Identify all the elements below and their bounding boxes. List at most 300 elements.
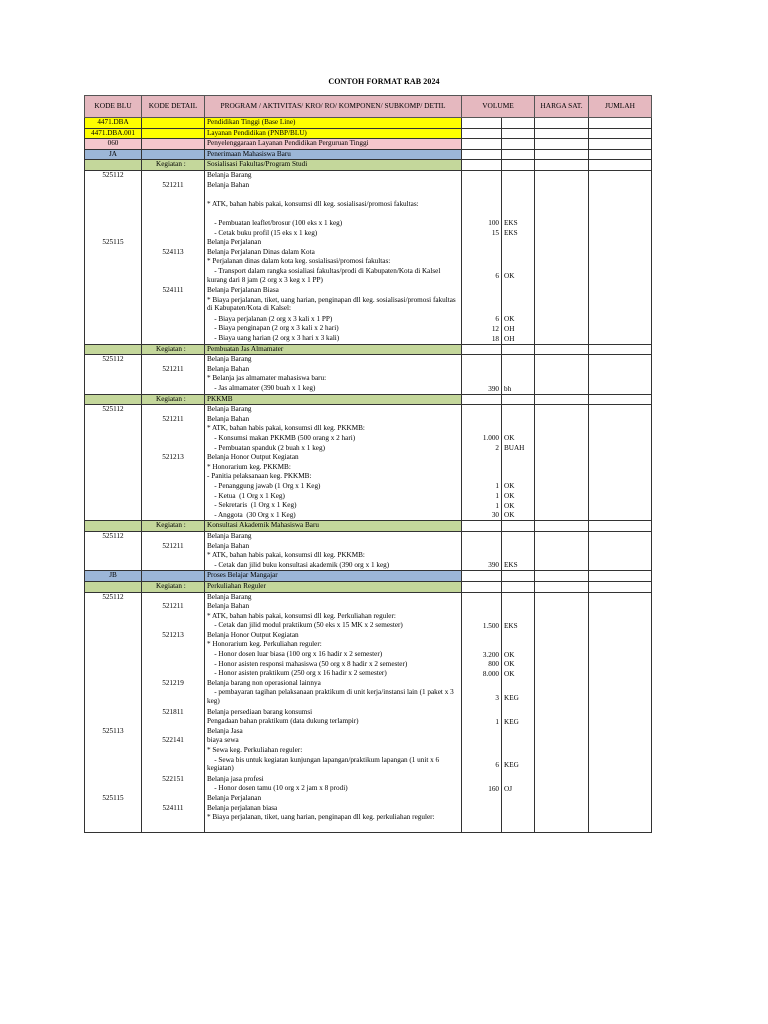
kode-blu-cell	[85, 621, 142, 631]
kode-blu-cell: 525112	[85, 592, 142, 602]
kode-blu-cell	[85, 434, 142, 444]
volume-value-cell: 6	[462, 315, 502, 325]
table-row	[85, 267, 652, 286]
kode-detail-cell	[142, 238, 205, 248]
volume-unit-cell	[502, 631, 535, 641]
kode-blu-cell	[85, 267, 142, 286]
table-row	[85, 296, 652, 315]
harga-sat-cell	[535, 139, 589, 150]
kode-blu-cell	[85, 315, 142, 325]
volume-value-cell: 8.000	[462, 669, 502, 679]
table-row	[85, 374, 652, 384]
volume-unit-cell	[502, 128, 535, 139]
volume-unit-cell: OK	[502, 660, 535, 670]
harga-sat-cell	[535, 128, 589, 139]
kode-detail-cell	[142, 511, 205, 521]
program-cell: Belanja persediaan barang konsumsi	[205, 708, 462, 718]
kode-detail-cell	[142, 561, 205, 571]
table-row	[85, 394, 652, 405]
table-row	[85, 257, 652, 267]
volume-unit-cell	[502, 640, 535, 650]
table-row	[85, 688, 652, 707]
volume-unit-cell: OK	[502, 482, 535, 492]
program-cell: Belanja Barang	[205, 592, 462, 602]
harga-sat-cell	[535, 511, 589, 521]
volume-value-cell: 1	[462, 482, 502, 492]
jumlah-cell	[589, 640, 652, 650]
kode-detail-cell	[142, 794, 205, 804]
program-cell: Konsultasi Akademik Mahasiswa Baru	[205, 521, 462, 532]
harga-sat-cell	[535, 170, 589, 180]
harga-sat-cell	[535, 444, 589, 454]
kode-blu-cell	[85, 209, 142, 219]
kode-blu-cell	[85, 200, 142, 210]
volume-value-cell	[462, 551, 502, 561]
jumlah-cell	[589, 612, 652, 622]
table-row	[85, 365, 652, 375]
kode-detail-cell	[142, 669, 205, 679]
table-row	[85, 708, 652, 718]
kode-blu-cell	[85, 756, 142, 775]
volume-unit-cell	[502, 424, 535, 434]
jumlah-cell	[589, 511, 652, 521]
table-row	[85, 581, 652, 592]
program-cell: Belanja Perjalanan	[205, 794, 462, 804]
col-header-volume: VOLUME	[462, 96, 535, 118]
jumlah-cell	[589, 229, 652, 239]
kode-detail-cell	[142, 384, 205, 394]
volume-unit-cell	[502, 170, 535, 180]
jumlah-cell	[589, 592, 652, 602]
col-header-harga-sat: HARGA SAT.	[535, 96, 589, 118]
volume-unit-cell: BUAH	[502, 444, 535, 454]
kode-detail-cell	[142, 229, 205, 239]
jumlah-cell	[589, 315, 652, 325]
jumlah-cell	[589, 200, 652, 210]
volume-unit-cell	[502, 248, 535, 258]
jumlah-cell	[589, 334, 652, 344]
kode-detail-cell	[142, 571, 205, 582]
volume-value-cell: 1	[462, 717, 502, 727]
harga-sat-cell	[535, 324, 589, 334]
jumlah-cell	[589, 804, 652, 814]
volume-value-cell	[462, 160, 502, 171]
volume-value-cell: 390	[462, 561, 502, 571]
kode-blu-cell	[85, 160, 142, 171]
volume-unit-cell	[502, 238, 535, 248]
kode-detail-cell	[142, 219, 205, 229]
jumlah-cell	[589, 660, 652, 670]
kode-blu-cell	[85, 344, 142, 355]
volume-value-cell	[462, 296, 502, 315]
jumlah-cell	[589, 688, 652, 707]
volume-value-cell	[462, 813, 502, 833]
jumlah-cell	[589, 219, 652, 229]
kode-blu-cell	[85, 542, 142, 552]
volume-value-cell: 6	[462, 267, 502, 286]
rab-table	[84, 95, 652, 833]
kode-blu-cell: 525112	[85, 405, 142, 415]
harga-sat-cell	[535, 708, 589, 718]
program-cell: Belanja Perjalanan	[205, 238, 462, 248]
harga-sat-cell	[535, 492, 589, 502]
table-row	[85, 727, 652, 737]
kode-detail-cell	[142, 501, 205, 511]
volume-unit-cell	[502, 405, 535, 415]
jumlah-cell	[589, 650, 652, 660]
volume-value-cell: 100	[462, 219, 502, 229]
table-body	[85, 118, 652, 833]
volume-unit-cell: OK	[502, 492, 535, 502]
kode-detail-cell	[142, 688, 205, 707]
kode-detail-cell	[142, 324, 205, 334]
program-cell: Belanja Perjalanan Dinas dalam Kota	[205, 248, 462, 258]
harga-sat-cell	[535, 775, 589, 785]
kode-detail-cell	[142, 444, 205, 454]
harga-sat-cell	[535, 727, 589, 737]
kode-detail-cell	[142, 267, 205, 286]
kode-detail-cell	[142, 612, 205, 622]
kode-blu-cell	[85, 472, 142, 482]
jumlah-cell	[589, 531, 652, 541]
volume-value-cell	[462, 592, 502, 602]
kode-blu-cell	[85, 444, 142, 454]
kode-blu-cell: 525115	[85, 238, 142, 248]
program-cell: Belanja Jasa	[205, 727, 462, 737]
kode-blu-cell	[85, 511, 142, 521]
program-cell	[205, 190, 462, 200]
program-cell: Belanja jasa profesi	[205, 775, 462, 785]
jumlah-cell	[589, 794, 652, 804]
volume-unit-cell	[502, 286, 535, 296]
kode-detail-cell	[142, 139, 205, 150]
kode-detail-cell	[142, 424, 205, 434]
kode-detail-cell	[142, 374, 205, 384]
jumlah-cell	[589, 551, 652, 561]
program-cell: Perkuliahan Reguler	[205, 581, 462, 592]
program-cell: Belanja Bahan	[205, 181, 462, 191]
harga-sat-cell	[535, 248, 589, 258]
kode-detail-cell: 522141	[142, 736, 205, 746]
table-row	[85, 551, 652, 561]
program-cell: - Konsumsi makan PKKMB (500 orang x 2 hari)	[205, 434, 462, 444]
volume-value-cell	[462, 424, 502, 434]
program-cell: * Belanja jas almamater mahasiswa baru:	[205, 374, 462, 384]
harga-sat-cell	[535, 631, 589, 641]
table-header-row	[85, 96, 652, 118]
harga-sat-cell	[535, 394, 589, 405]
volume-value-cell	[462, 365, 502, 375]
table-row	[85, 521, 652, 532]
kode-blu-cell	[85, 324, 142, 334]
table-row	[85, 118, 652, 129]
jumlah-cell	[589, 708, 652, 718]
volume-value-cell	[462, 736, 502, 746]
kode-blu-cell: JB	[85, 571, 142, 582]
kode-detail-cell	[142, 813, 205, 833]
harga-sat-cell	[535, 746, 589, 756]
kode-blu-cell: 060	[85, 139, 142, 150]
volume-value-cell	[462, 344, 502, 355]
kode-blu-cell: 525115	[85, 794, 142, 804]
col-header-kode-detail: KODE DETAIL	[142, 96, 205, 118]
table-row	[85, 746, 652, 756]
harga-sat-cell	[535, 602, 589, 612]
jumlah-cell	[589, 344, 652, 355]
harga-sat-cell	[535, 669, 589, 679]
kode-detail-cell: 521211	[142, 602, 205, 612]
kode-blu-cell	[85, 679, 142, 689]
harga-sat-cell	[535, 160, 589, 171]
volume-unit-cell	[502, 531, 535, 541]
kode-detail-cell: 521211	[142, 415, 205, 425]
kode-detail-cell	[142, 660, 205, 670]
volume-unit-cell	[502, 463, 535, 473]
kode-detail-cell	[142, 149, 205, 160]
table-row	[85, 324, 652, 334]
volume-unit-cell	[502, 542, 535, 552]
harga-sat-cell	[535, 434, 589, 444]
table-row	[85, 804, 652, 814]
volume-value-cell: 1	[462, 492, 502, 502]
volume-value-cell: 3.200	[462, 650, 502, 660]
table-row	[85, 679, 652, 689]
harga-sat-cell	[535, 424, 589, 434]
harga-sat-cell	[535, 804, 589, 814]
volume-unit-cell: KEG	[502, 688, 535, 707]
volume-unit-cell: OK	[502, 501, 535, 511]
jumlah-cell	[589, 139, 652, 150]
kode-detail-cell	[142, 257, 205, 267]
harga-sat-cell	[535, 621, 589, 631]
program-cell: - Panitia pelaksanaan keg. PKKMB:	[205, 472, 462, 482]
kode-detail-cell	[142, 190, 205, 200]
program-cell: Belanja Honor Output Kegiatan	[205, 453, 462, 463]
kode-detail-cell: 522151	[142, 775, 205, 785]
volume-value-cell	[462, 746, 502, 756]
volume-value-cell	[462, 248, 502, 258]
table-row	[85, 434, 652, 444]
table-row	[85, 384, 652, 394]
jumlah-cell	[589, 453, 652, 463]
volume-unit-cell: OJ	[502, 784, 535, 794]
harga-sat-cell	[535, 542, 589, 552]
harga-sat-cell	[535, 571, 589, 582]
table-row	[85, 561, 652, 571]
volume-value-cell	[462, 209, 502, 219]
kode-blu-cell: 525112	[85, 355, 142, 365]
kode-blu-cell	[85, 229, 142, 239]
jumlah-cell	[589, 118, 652, 129]
kode-blu-cell	[85, 453, 142, 463]
harga-sat-cell	[535, 521, 589, 532]
jumlah-cell	[589, 181, 652, 191]
jumlah-cell	[589, 267, 652, 286]
table-row	[85, 355, 652, 365]
table-row	[85, 181, 652, 191]
kode-blu-cell	[85, 286, 142, 296]
jumlah-cell	[589, 324, 652, 334]
volume-unit-cell	[502, 200, 535, 210]
kode-blu-cell	[85, 708, 142, 718]
jumlah-cell	[589, 170, 652, 180]
volume-value-cell	[462, 531, 502, 541]
volume-unit-cell	[502, 344, 535, 355]
volume-unit-cell	[502, 521, 535, 532]
volume-value-cell	[462, 708, 502, 718]
program-cell: * Biaya perjalanan, tiket, uang harian, penginapan dll keg. sosialisasi/promosi fakultas di Kabupaten/Kota di Kalsel:	[205, 296, 462, 315]
table-row	[85, 334, 652, 344]
jumlah-cell	[589, 492, 652, 502]
volume-value-cell: 1.000	[462, 434, 502, 444]
volume-unit-cell: EKS	[502, 561, 535, 571]
volume-unit-cell	[502, 296, 535, 315]
program-cell: Pembuatan Jas Almamater	[205, 344, 462, 355]
kode-blu-cell: 4471.DBA.001	[85, 128, 142, 139]
kode-blu-cell	[85, 181, 142, 191]
program-cell: - pembayaran tagihan pelaksanaan praktikum di unit kerja/instansi lain (1 paket x 3 keg)	[205, 688, 462, 707]
volume-value-cell	[462, 463, 502, 473]
harga-sat-cell	[535, 200, 589, 210]
table-row	[85, 344, 652, 355]
kode-detail-cell	[142, 434, 205, 444]
volume-unit-cell	[502, 394, 535, 405]
harga-sat-cell	[535, 315, 589, 325]
volume-value-cell	[462, 118, 502, 129]
kode-blu-cell	[85, 424, 142, 434]
jumlah-cell	[589, 602, 652, 612]
table-row	[85, 405, 652, 415]
kode-detail-cell	[142, 727, 205, 737]
jumlah-cell	[589, 463, 652, 473]
kode-detail-cell	[142, 592, 205, 602]
kode-detail-cell	[142, 463, 205, 473]
program-cell: * ATK, bahan habis pakai, konsumsi dll keg. PKKMB:	[205, 424, 462, 434]
table-row	[85, 128, 652, 139]
program-cell: - Jas almamater (390 buah x 1 keg)	[205, 384, 462, 394]
program-cell: - Cetak buku profil (15 eks x 1 keg)	[205, 229, 462, 239]
program-cell: * Honorarium keg. PKKMB:	[205, 463, 462, 473]
volume-value-cell: 160	[462, 784, 502, 794]
table-row	[85, 170, 652, 180]
volume-unit-cell: bh	[502, 384, 535, 394]
table-row	[85, 650, 652, 660]
jumlah-cell	[589, 756, 652, 775]
kode-detail-cell	[142, 334, 205, 344]
volume-unit-cell	[502, 804, 535, 814]
table-row	[85, 219, 652, 229]
kode-blu-cell: JA	[85, 149, 142, 160]
volume-unit-cell	[502, 453, 535, 463]
program-cell: * Honorarium keg. Perkuliahan reguler:	[205, 640, 462, 650]
table-row	[85, 794, 652, 804]
kode-detail-cell	[142, 355, 205, 365]
volume-value-cell: 3	[462, 688, 502, 707]
volume-value-cell	[462, 679, 502, 689]
kode-detail-cell	[142, 128, 205, 139]
jumlah-cell	[589, 394, 652, 405]
jumlah-cell	[589, 434, 652, 444]
kode-detail-cell: 524111	[142, 804, 205, 814]
program-cell: Belanja barang non operasional lainnya	[205, 679, 462, 689]
kode-detail-cell	[142, 472, 205, 482]
kode-detail-cell: 524111	[142, 286, 205, 296]
volume-unit-cell	[502, 794, 535, 804]
kode-blu-cell	[85, 717, 142, 727]
volume-value-cell: 1	[462, 501, 502, 511]
kode-detail-cell: Kegiatan :	[142, 581, 205, 592]
volume-value-cell	[462, 394, 502, 405]
volume-value-cell	[462, 181, 502, 191]
program-cell: * Perjalanan dinas dalam kota keg. sosialisasi/promosi fakultas:	[205, 257, 462, 267]
kode-detail-cell	[142, 492, 205, 502]
harga-sat-cell	[535, 472, 589, 482]
kode-detail-cell	[142, 200, 205, 210]
program-cell: - Cetak dan jilid buku konsultasi akademik (390 org x 1 keg)	[205, 561, 462, 571]
volume-unit-cell	[502, 679, 535, 689]
program-cell: Penerimaan Mahasiswa Baru	[205, 149, 462, 160]
jumlah-cell	[589, 482, 652, 492]
program-cell: - Honor asisten responsi mahasiswa (50 org x 8 hadir x 2 semester)	[205, 660, 462, 670]
program-cell: Belanja perjalanan biasa	[205, 804, 462, 814]
volume-unit-cell	[502, 365, 535, 375]
jumlah-cell	[589, 669, 652, 679]
kode-blu-cell	[85, 688, 142, 707]
volume-value-cell	[462, 170, 502, 180]
col-header-jumlah: JUMLAH	[589, 96, 652, 118]
jumlah-cell	[589, 405, 652, 415]
program-cell: - Honor dosen tamu (10 org x 2 jam x 8 prodi)	[205, 784, 462, 794]
jumlah-cell	[589, 248, 652, 258]
volume-value-cell: 15	[462, 229, 502, 239]
volume-unit-cell	[502, 139, 535, 150]
harga-sat-cell	[535, 660, 589, 670]
volume-unit-cell	[502, 813, 535, 833]
volume-unit-cell: EKS	[502, 229, 535, 239]
volume-unit-cell: OK	[502, 669, 535, 679]
program-cell: PKKMB	[205, 394, 462, 405]
program-cell: Pengadaan bahan praktikum (data dukung terlampir)	[205, 717, 462, 727]
kode-detail-cell: Kegiatan :	[142, 394, 205, 405]
volume-value-cell	[462, 571, 502, 582]
jumlah-cell	[589, 149, 652, 160]
kode-detail-cell: 524113	[142, 248, 205, 258]
table-row	[85, 621, 652, 631]
kode-detail-cell	[142, 531, 205, 541]
kode-detail-cell	[142, 551, 205, 561]
volume-value-cell	[462, 581, 502, 592]
kode-blu-cell	[85, 631, 142, 641]
volume-unit-cell: OH	[502, 334, 535, 344]
table-row	[85, 511, 652, 521]
harga-sat-cell	[535, 267, 589, 286]
volume-value-cell	[462, 415, 502, 425]
program-cell: Belanja Bahan	[205, 365, 462, 375]
jumlah-cell	[589, 581, 652, 592]
kode-blu-cell	[85, 415, 142, 425]
program-cell: Belanja Barang	[205, 531, 462, 541]
volume-value-cell	[462, 542, 502, 552]
table-row	[85, 315, 652, 325]
kode-blu-cell	[85, 669, 142, 679]
program-cell: Proses Belajar Mangajar	[205, 571, 462, 582]
table-row	[85, 756, 652, 775]
program-cell: - Sewa bis untuk kegiatan kunjungan lapangan/praktikum lapangan (1 unit x 6 kegiatan)	[205, 756, 462, 775]
volume-unit-cell: OK	[502, 315, 535, 325]
program-cell: - Biaya penginapan (2 org x 3 kali x 2 hari)	[205, 324, 462, 334]
program-cell: Pendidikan Tinggi (Base Line)	[205, 118, 462, 129]
volume-unit-cell	[502, 181, 535, 191]
